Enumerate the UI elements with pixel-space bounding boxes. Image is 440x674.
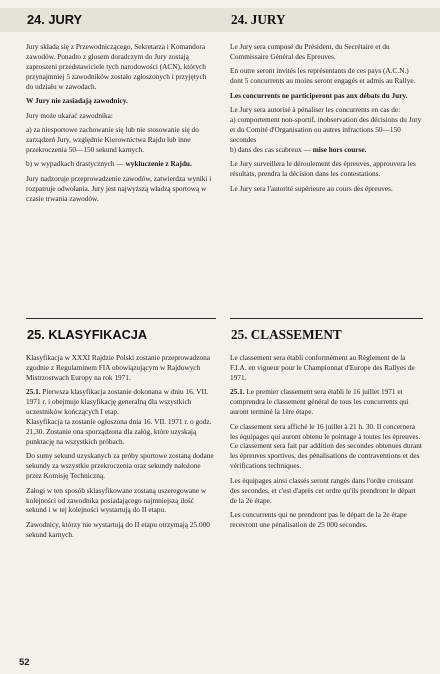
klasyfikacja-p5: Zawodnicy, którzy nie wystartują do II etapu otrzymają 25.000 sekund karnych. (26, 519, 210, 539)
jury-pl-item-a: a) za niesportowe zachowanie się lub nie stosowanie się do zarządzeń Jury, względnie Kierownictwa Rajdu lub inne przekroczenia 50—150 sekund karnych. (26, 125, 199, 154)
jury-fr-item-b-bold: mise hors course. (312, 144, 367, 154)
klasyfikacja-section (26, 353, 215, 544)
klasyfikacja-p1: Klasyfikacja w XXXI Rajdzie Polski zostanie przeprowadzona zgodnie z Regulaminem FIA obowiązującym w Rajdowych Mistrzostwach Europy na rok 1971. (26, 353, 210, 382)
jury-pl-item-b-text: b) w wypadkach drastycznych — (26, 159, 124, 169)
classement-p2 (230, 387, 422, 417)
section-divider-fr (230, 318, 423, 319)
jury-fr-bold-line: Les concurrents ne participeront pas aux débats du Jury. (230, 90, 408, 100)
jury-fr-section (230, 42, 422, 198)
klasyfikacja-p2 (26, 387, 215, 417)
section-title-jury-fr: 24. JURY (231, 12, 286, 27)
classement-p3: Ce classement sera affiché le 16 juillet à 21 h. 30. Il concernera les équipages qui auront obtenu le pointage à toutes les épreuves. Ce classement sera fait par addition des secondes obtenues durant les épreuves sportives, des pénalisations de contraventions et des vérifications techniques. (230, 421, 422, 471)
classement-p2-text: Le premier classement sera établi le 16 juillet 1971 et comprendra le classement général de tous les concurrents qui auront terminé la 1ère étape. (230, 387, 409, 417)
page-number: 52 (19, 657, 30, 668)
jury-fr-p1: Le Jury sera composé du Président, du Secrétaire et du Commissaire Général des Epreuves. (230, 42, 390, 61)
jury-fr-p3: Le Jury sera autorisé à pénaliser les concurrents en cas de: (230, 105, 401, 115)
classement-p4: Les équipages ainsi classés seront rangés dans l'ordre croissant des secondes, et c'est d'après cet ordre qu'ils prendront le départ de la 2e étape. (230, 475, 416, 505)
jury-pl-item-b-bold: wykluczenie z Rajdu. (125, 159, 192, 169)
jury-pl-paragraph: Jury składa się z Przewodniczącego, Sekretarza i Komandora zawodów. Ponadto z głosem doradczym do Jury zostają zaproszeni przedstawiciele tych narodowości (ACN), których przynajmniej 5 zawodników zostało zgłoszonych i przyjętych do udziału w zawodach. (26, 42, 207, 91)
jury-fr-item-b (230, 145, 422, 155)
classement-section (230, 353, 422, 534)
klasyfikacja-p2-number: 25.1. (26, 387, 41, 397)
jury-fr-p2: En outre seront invités les représentants de ces pays (A.C.N.) dont 5 concurrents au moins seront engagés et admis au Rallye. (230, 66, 416, 86)
jury-pl-item-b (26, 159, 215, 169)
jury-pl-closing: Jury nadzoruje przeprowadzenie zawodów, zatwierdza wyniki i rozpatruje odwołania. Jury jest najwyższą władzą sportową w czasie trwania zawodów. (26, 173, 212, 203)
jury-fr-p4: Le Jury surveillera le déroulement des épreuves, approuvera les résultats, prendra la décision dans les contestations. (230, 159, 416, 179)
section-title-klasyfikacja: 25. KLASYFIKACJA (27, 327, 148, 342)
klasyfikacja-p3: Do sumy sekund uzyskanych za próby sportowe zostaną dodane sekundy za wszystkie przekroczenia oraz sekundy nałożone przez Komisję Techniczną. (26, 451, 214, 481)
classement-p5: Les concurrents qui ne prendront pas le départ de la 2e étape recevront une pénalisation de 25 000 secondes. (230, 510, 407, 529)
klasyfikacja-p2-text: Pierwsza klasyfikacja zostanie dokonana w dniu 16. VII. 1971 r. i obejmuje klasyfikację generalną dla wszystkich uczestników kończących I etap. (26, 387, 209, 417)
section-divider-pl (26, 318, 216, 319)
classement-p1: Le classement sera établi conformément au Règlement de la F.I.A. en vigueur pour le Championnat d'Europe des Rallyes de 1971. (230, 353, 415, 382)
jury-pl-section (26, 42, 215, 208)
jury-fr-item-a: a) comportement non-sportif, inobservation des décisions du Jury et du Comité d'Organisation ou autres infractions 50—150 secondes (230, 115, 422, 145)
jury-fr-item-b-text: b) dans des cas scabreux — (230, 144, 311, 154)
klasyfikacja-p4: Załogi w ten sposób sklasyfikowane zostaną uszeregowane w kolejności od zawodnika posiadającego najmniejszą ilość sekund i w tej kolejności wystartują do II etapu. (26, 485, 207, 515)
classement-p2-number: 25.1. (230, 387, 245, 397)
jury-pl-penalty-intro: Jury może ukarać zawodnika: (26, 110, 113, 120)
section-title-jury-pl: 24. JURY (27, 12, 83, 27)
klasyfikacja-p2b: Klasyfikacja ta zostanie ogłoszona dnia 16. VII. 1971 r. o godz. 21,30. Zostanie ona sporządzona dla załóg, które uzyskają punktację na wszystkich próbach. (26, 417, 212, 446)
jury-fr-p5: Le Jury sera l'autorité supérieure au cours des épreuves. (230, 183, 393, 193)
jury-pl-bold-line: W Jury nie zasiadają zawodnicy. (26, 96, 128, 106)
section-title-classement: 25. CLASSEMENT (231, 327, 342, 342)
